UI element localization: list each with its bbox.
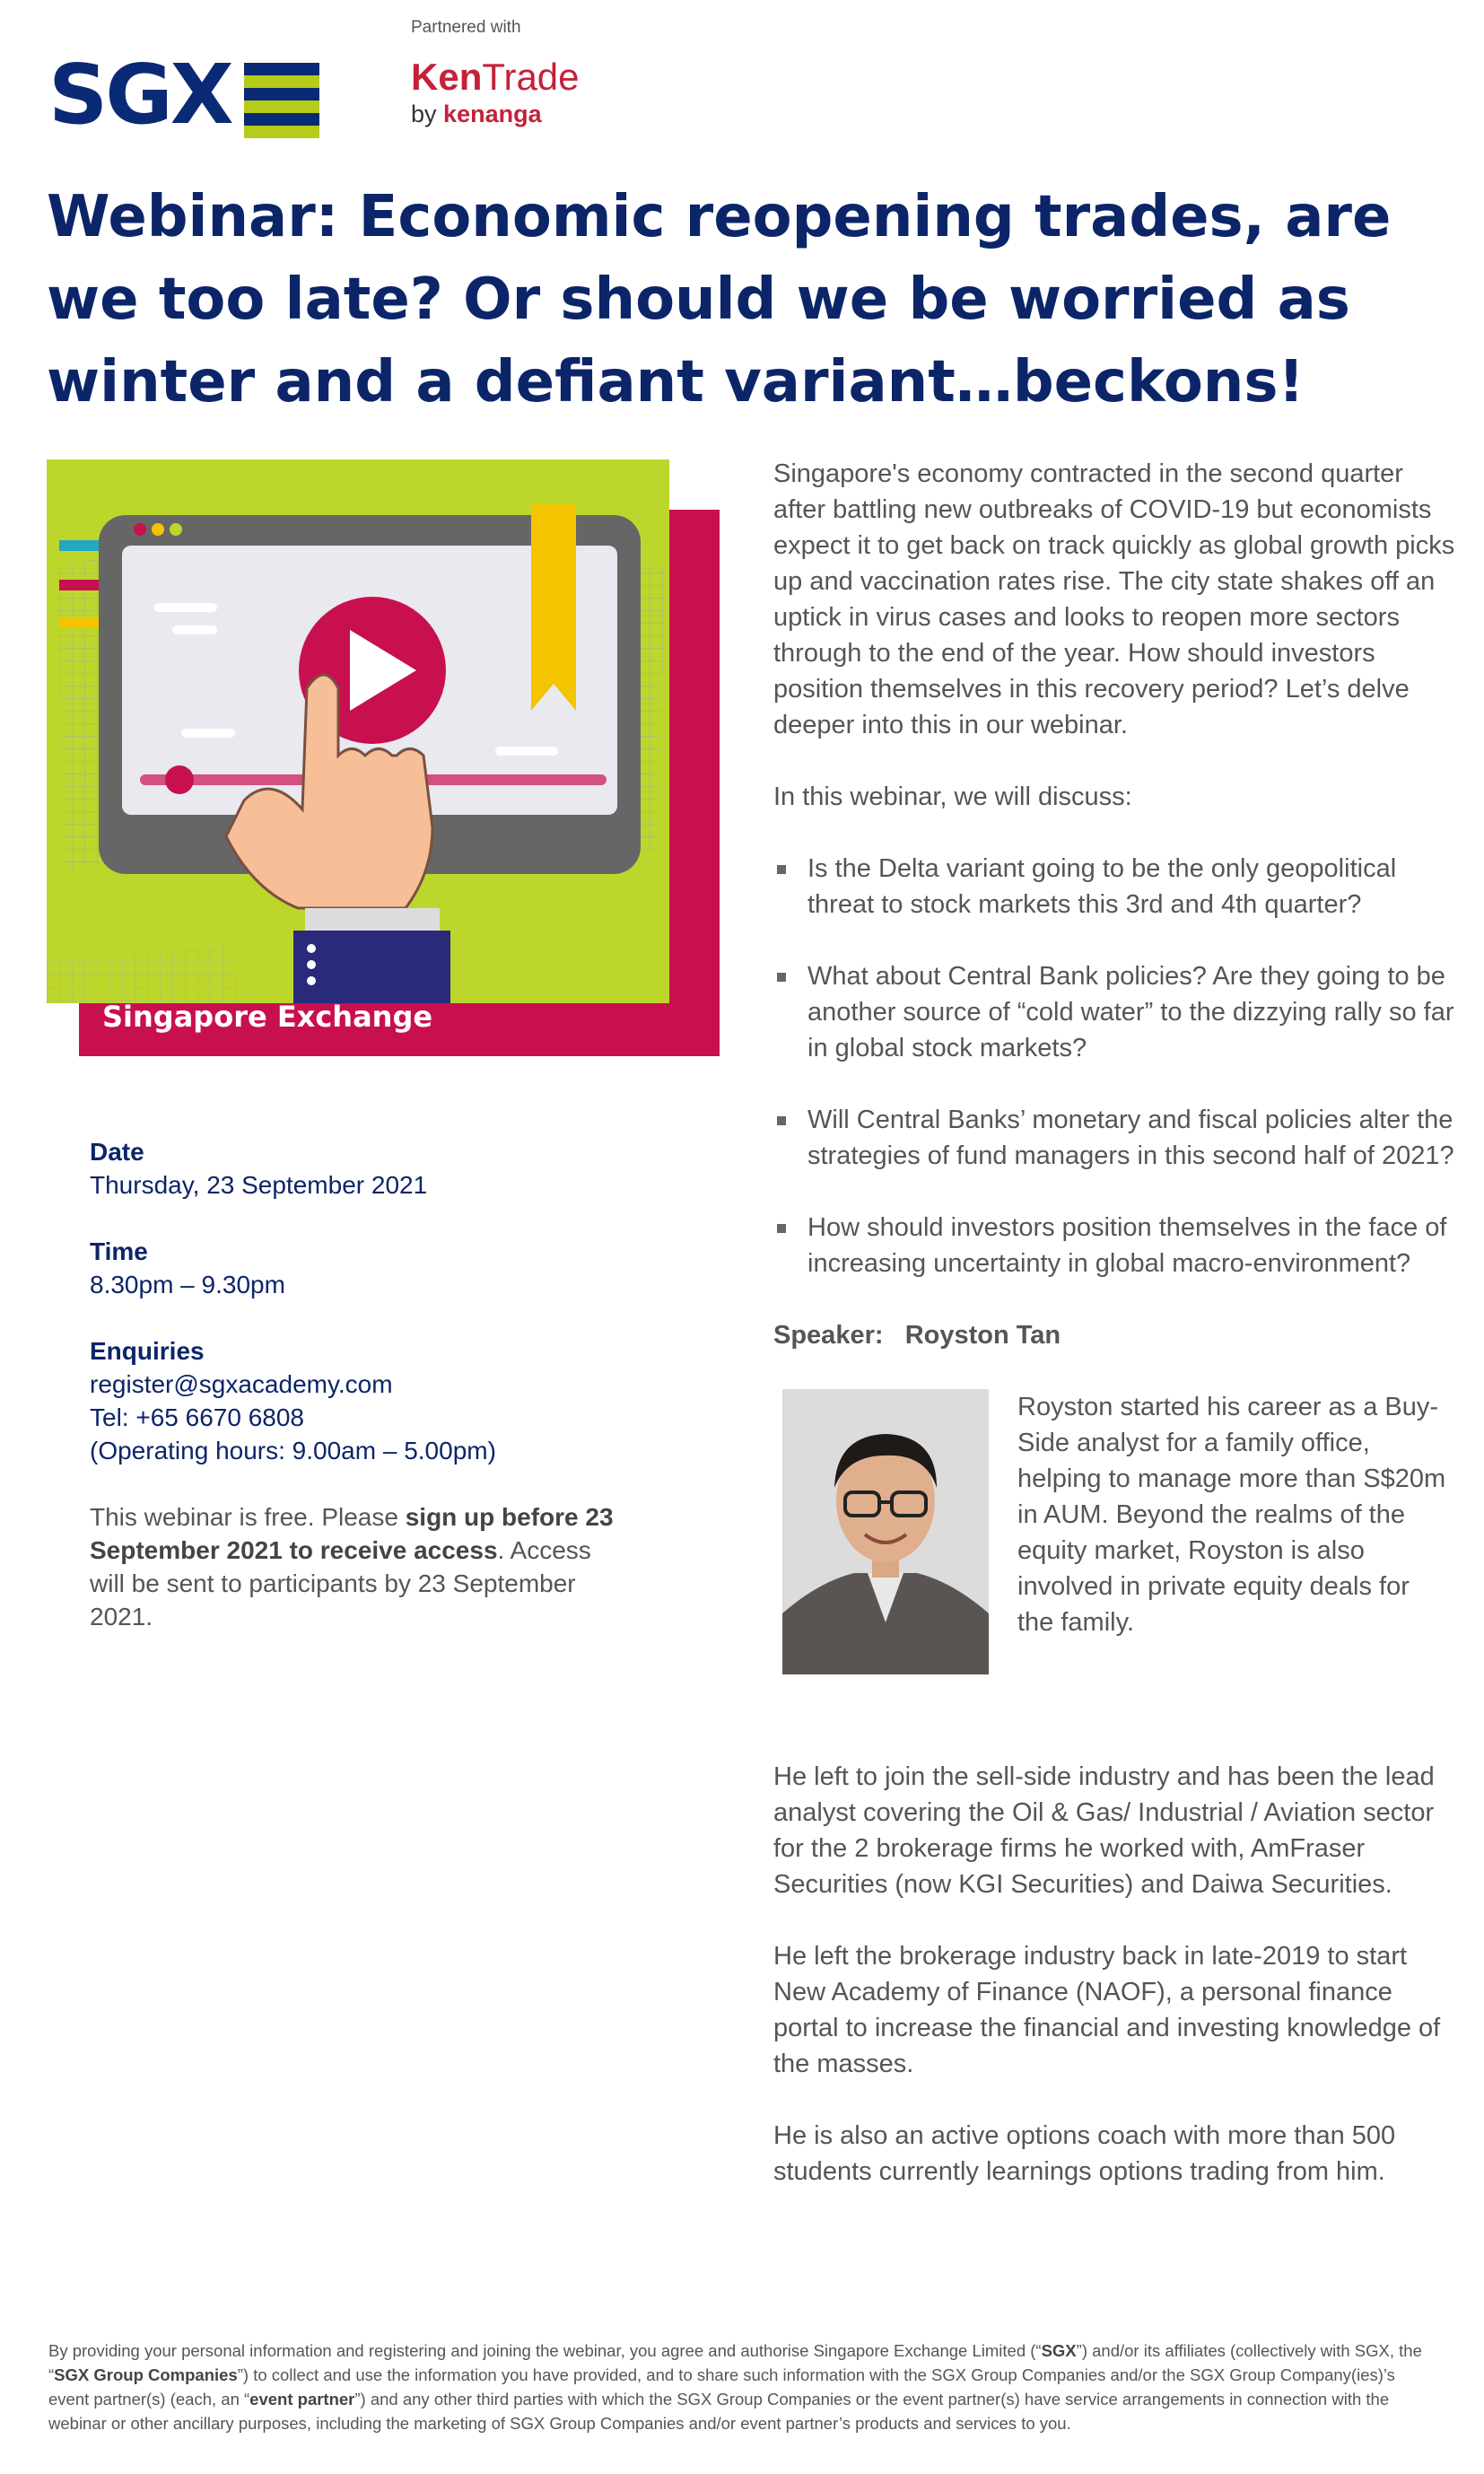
list-item: Is the Delta variant going to be the only geopolitical threat to stock markets this 3rd and 4th quarter? bbox=[773, 851, 1455, 922]
speaker-bio-paragraph: He is also an active options coach with more than 500 students currently learnings options trading from him. bbox=[773, 2121, 1396, 2186]
disclaimer-text: ”) and/or its affiliates (collectively with SGX, the “ bbox=[48, 2341, 1422, 2384]
enquiries-email-link[interactable]: register@sgxacademy.com bbox=[90, 1370, 393, 1398]
kentrade-logo-bold: Ken bbox=[411, 56, 483, 98]
speaker-bio-paragraph: He left to join the sell-side industry and has been the lead analyst covering the Oil & Gas/ Industrial / Aviation sector for the 2 brokerage firms he worked with, AmFraser Securities (now KGI Securities) and Daiwa Securities. bbox=[773, 1762, 1435, 1899]
sgx-logo-text: SGX bbox=[48, 47, 231, 143]
speaker-bio-intro: Royston started his career as a Buy-Side analyst for a family office, helping to manage more than S$20m in AUM. Beyond the realms of the equity market, Royston is also involved in private equity deals for the family. bbox=[1017, 1393, 1446, 1637]
free-note-suffix: . Access will be sent to participants by 23 September 2021. bbox=[90, 1536, 591, 1630]
date-label: Date bbox=[90, 1138, 144, 1166]
kentrade-logo bbox=[411, 57, 580, 97]
speaker-label: Speaker: bbox=[773, 1321, 884, 1350]
intro-paragraph: Singapore's economy contracted in the second quarter after battling new outbreaks of COVID-19 but economists expect it to get back on track quickly as global growth picks up and vaccination rates rise. The city state shakes off an uptick in virus cases and looks to reopen more sectors through to the end of the year. How should investors position themselves in this recovery period? Let’s delve deeper into this in our webinar. bbox=[773, 459, 1455, 739]
enquiries-hours: (Operating hours: 9.00am – 5.00pm) bbox=[90, 1437, 496, 1464]
hero-illustration bbox=[47, 459, 720, 1056]
free-note-bold: sign up before 23 September 2021 to receive access bbox=[90, 1503, 614, 1564]
free-webinar-note bbox=[90, 1500, 628, 1633]
page-title: Webinar: Economic reopening trades, are we too late? Or should we be worried as winter and a defiant variant…beckons! bbox=[47, 184, 1392, 415]
enquiries-tel: Tel: +65 6670 6808 bbox=[90, 1403, 304, 1431]
sgx-logo bbox=[48, 47, 327, 145]
speaker-bio-paragraph: He left the brokerage industry back in late-2019 to start New Academy of Finance (NAOF), a personal finance portal to increase the financial and investing knowledge of the masses. bbox=[773, 1942, 1441, 2078]
speaker-name: Royston Tan bbox=[904, 1321, 1061, 1350]
disclaimer-bold: event partner bbox=[249, 2390, 355, 2408]
kenanga-name: kenanga bbox=[443, 101, 542, 127]
time-label: Time bbox=[90, 1237, 148, 1265]
event-info bbox=[90, 1135, 628, 1633]
list-item: How should investors position themselves in the face of increasing uncertainty in global macro-environment? bbox=[773, 1210, 1455, 1281]
speaker-section bbox=[773, 1389, 1455, 1723]
disclaimer-bold: SGX bbox=[1041, 2341, 1077, 2360]
kentrade-logo-rest: Trade bbox=[482, 56, 580, 98]
webinar-description bbox=[773, 456, 1455, 2225]
disclaimer-text: ”) to collect and use the information you have provided, and to share such information with the SGX Group Companies and/or the SGX Group Company(ies)’s event partner(s) (each, an “ bbox=[48, 2365, 1395, 2408]
free-note-prefix: This webinar is free. Please bbox=[90, 1503, 406, 1531]
partnered-with-label: Partnered with bbox=[411, 18, 521, 37]
speaker-photo bbox=[782, 1389, 989, 1674]
disclaimer-text: By providing your personal information and registering and joining the webinar, you agree and authorise Singapore Exchange Limited (“ bbox=[48, 2341, 1042, 2360]
kenanga-by: by bbox=[411, 101, 437, 127]
disclaimer bbox=[48, 2338, 1439, 2435]
sgx-logo-bars bbox=[244, 63, 319, 138]
date-value: Thursday, 23 September 2021 bbox=[90, 1171, 428, 1199]
discuss-heading: In this webinar, we will discuss: bbox=[773, 782, 1132, 811]
disclaimer-text: ”) and any other third parties with which the SGX Group Companies or the event partner(s) have service arrangements in connection with the webinar or other ancillary purposes, including the marketing of SGX Group Companies and/or event partner’s products and services to you. bbox=[48, 2390, 1390, 2433]
discussion-list bbox=[773, 851, 1455, 1281]
time-value: 8.30pm – 9.30pm bbox=[90, 1271, 285, 1298]
kenanga-logo bbox=[411, 101, 542, 128]
disclaimer-bold: SGX Group Companies bbox=[54, 2365, 238, 2384]
hero-caption: Singapore Exchange bbox=[102, 1000, 433, 1034]
enquiries-label: Enquiries bbox=[90, 1337, 205, 1365]
list-item: What about Central Bank policies? Are they going to be another source of “cold water” to the dizzying rally so far in global stock markets? bbox=[773, 958, 1455, 1066]
speaker-heading bbox=[773, 1317, 1455, 1353]
list-item: Will Central Banks’ monetary and fiscal policies alter the strategies of fund managers in this second half of 2021? bbox=[773, 1102, 1455, 1174]
